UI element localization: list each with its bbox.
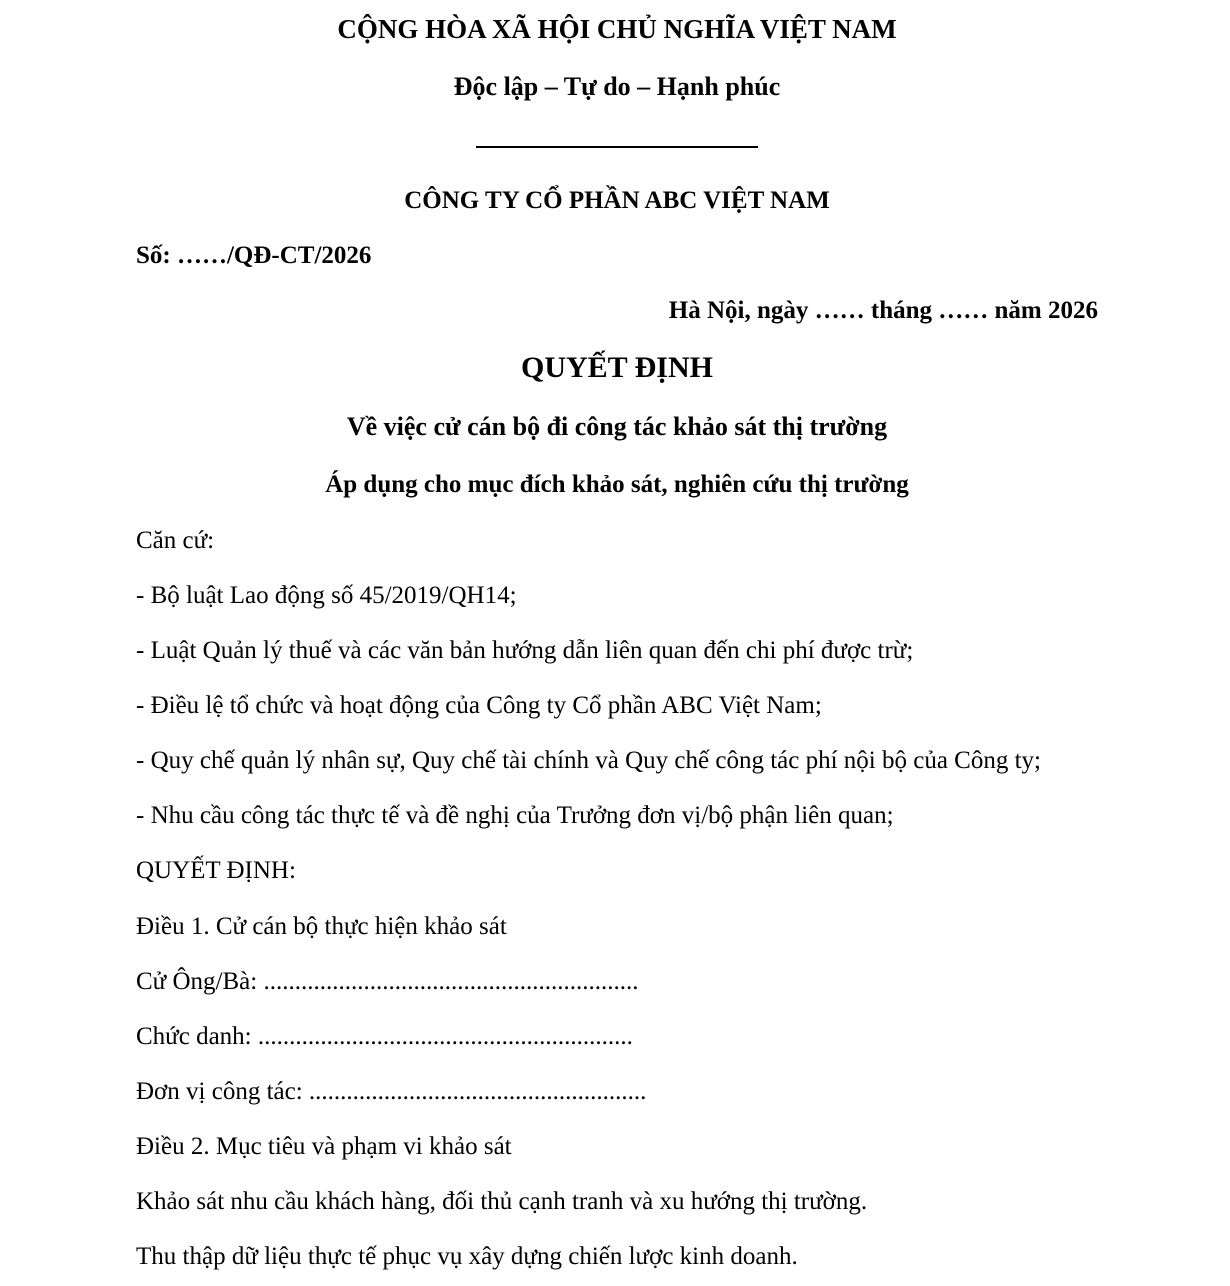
- document-title: QUYẾT ĐỊNH: [521, 351, 713, 384]
- document-number: Số: ……/QĐ-CT/2026: [136, 242, 372, 269]
- article-2-item: Thu thập dữ liệu thực tế phục vụ xây dựng chiến lược kinh doanh.: [136, 1243, 798, 1270]
- basis-item: - Quy chế quản lý nhân sự, Quy chế tài chính và Quy chế công tác phí nội bộ của Công ty;: [136, 747, 1041, 774]
- document-scope: Áp dụng cho mục đích khảo sát, nghiên cứu thị trường: [325, 471, 909, 498]
- basis-item: - Bộ luật Lao động số 45/2019/QH14;: [136, 582, 517, 609]
- basis-item: - Luật Quản lý thuế và các văn bản hướng dẫn liên quan đến chi phí được trừ;: [136, 637, 914, 664]
- place-date-line: Hà Nội, ngày …… tháng …… năm 2026: [668, 297, 1098, 324]
- basis-label: Căn cứ:: [136, 527, 215, 554]
- article-1-heading: Điều 1. Cử cán bộ thực hiện khảo sát: [136, 913, 507, 940]
- assignee-name-field: Cử Ông/Bà: ............................................................: [136, 968, 639, 995]
- article-2-item: Khảo sát nhu cầu khách hàng, đối thủ cạnh tranh và xu hướng thị trường.: [136, 1188, 868, 1215]
- basis-item: - Điều lệ tổ chức và hoạt động của Công ty Cổ phần ABC Việt Nam;: [136, 692, 822, 719]
- company-name: CÔNG TY CỔ PHẦN ABC VIỆT NAM: [404, 187, 830, 214]
- assignee-unit-field: Đơn vị công tác: ......................................................: [136, 1078, 647, 1105]
- decision-label: QUYẾT ĐỊNH:: [136, 857, 296, 884]
- national-title: CỘNG HÒA XÃ HỘI CHỦ NGHĨA VIỆT NAM: [337, 14, 897, 44]
- document-subject: Về việc cử cán bộ đi công tác khảo sát thị trường: [346, 412, 888, 441]
- national-motto: Độc lập – Tự do – Hạnh phúc: [453, 72, 781, 101]
- assignee-position-field: Chức danh: ............................................................: [136, 1023, 633, 1050]
- header-divider: [476, 146, 758, 148]
- article-2-heading: Điều 2. Mục tiêu và phạm vi khảo sát: [136, 1133, 512, 1160]
- basis-item: - Nhu cầu công tác thực tế và đề nghị của Trưởng đơn vị/bộ phận liên quan;: [136, 802, 894, 829]
